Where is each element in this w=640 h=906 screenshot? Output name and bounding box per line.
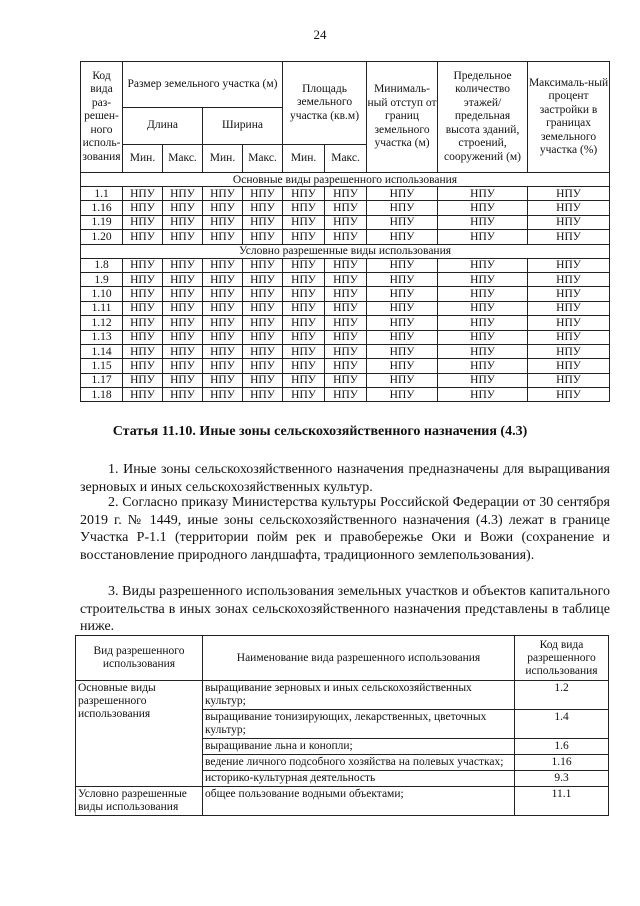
value-cell: НПУ — [438, 344, 528, 358]
use-code-cell: 11.1 — [515, 787, 609, 816]
value-cell: НПУ — [367, 359, 438, 373]
table-row — [81, 230, 610, 244]
value-cell: НПУ — [163, 287, 203, 301]
value-cell: НПУ — [203, 215, 243, 229]
value-cell: НПУ — [283, 258, 325, 272]
table-row — [76, 681, 609, 710]
header-size: Размер земельного участка (м) — [123, 62, 283, 108]
value-cell: НПУ — [123, 230, 163, 244]
header-length-min: Мин. — [123, 145, 163, 173]
value-cell: НПУ — [367, 187, 438, 201]
value-cell: НПУ — [528, 388, 610, 402]
page-number: 24 — [313, 27, 327, 42]
value-cell: НПУ — [325, 330, 367, 344]
value-cell: НПУ — [283, 272, 325, 286]
value-cell: НПУ — [438, 201, 528, 215]
paragraph-2: 2. Согласно приказу Министерства культуры Российской Федерации от 30 сентября 2019 г. № 1449, иные зоны сельскохозяйственного назначения (4.3) лежат в границе Участка Р-1.1 (территории пойм рек и правобережье Оки и Вожи (сохранение и восстановление природного ландшафта, традиционного землепользования). — [80, 495, 610, 563]
value-cell: НПУ — [243, 301, 283, 315]
value-cell: НПУ — [528, 201, 610, 215]
header-coverage: Максималь-ный процент застройки в границах земельного участка (%) — [528, 62, 610, 173]
value-cell: НПУ — [283, 230, 325, 244]
value-cell: НПУ — [203, 230, 243, 244]
value-cell: НПУ — [367, 215, 438, 229]
table-row — [81, 258, 610, 272]
value-cell: НПУ — [438, 330, 528, 344]
value-cell: НПУ — [203, 272, 243, 286]
value-cell: НПУ — [325, 359, 367, 373]
value-cell: НПУ — [528, 230, 610, 244]
section-main: Основные виды разрешенного использования — [81, 173, 610, 187]
value-cell: НПУ — [367, 301, 438, 315]
use-code-cell: 9.3 — [515, 771, 609, 787]
zoning-parameters-table — [80, 61, 610, 402]
value-cell: НПУ — [283, 359, 325, 373]
value-cell: НПУ — [325, 287, 367, 301]
table-row — [81, 215, 610, 229]
value-cell: НПУ — [123, 330, 163, 344]
use-code-cell: 1.12 — [81, 316, 123, 330]
value-cell: НПУ — [243, 215, 283, 229]
value-cell: НПУ — [203, 258, 243, 272]
header-area: Площадь земельного участка (кв.м) — [283, 62, 367, 145]
value-cell: НПУ — [367, 258, 438, 272]
value-cell: НПУ — [123, 287, 163, 301]
table-row — [81, 272, 610, 286]
value-cell: НПУ — [325, 272, 367, 286]
value-cell: НПУ — [243, 230, 283, 244]
value-cell: НПУ — [243, 316, 283, 330]
use-name-cell: историко-культурная деятельность — [203, 771, 515, 787]
value-cell: НПУ — [163, 388, 203, 402]
value-cell: НПУ — [283, 187, 325, 201]
value-cell: НПУ — [438, 258, 528, 272]
table-row — [81, 373, 610, 387]
value-cell: НПУ — [325, 373, 367, 387]
value-cell: НПУ — [438, 287, 528, 301]
header-length: Длина — [123, 107, 203, 145]
value-cell: НПУ — [163, 215, 203, 229]
value-cell: НПУ — [325, 187, 367, 201]
value-cell: НПУ — [163, 201, 203, 215]
value-cell: НПУ — [438, 388, 528, 402]
use-code-cell: 1.13 — [81, 330, 123, 344]
paragraph-3: 3. Виды разрешенного использования земельных участков и объектов капитального строительства в иных зонах сельскохозяйственного назначения представлены в таблице ниже. — [80, 584, 610, 634]
use-code-cell: 1.20 — [81, 230, 123, 244]
value-cell: НПУ — [325, 344, 367, 358]
value-cell: НПУ — [528, 359, 610, 373]
value-cell: НПУ — [367, 287, 438, 301]
header-width-min: Мин. — [203, 145, 243, 173]
main-rows — [81, 187, 610, 245]
use-code-cell: 1.4 — [515, 710, 609, 739]
value-cell: НПУ — [243, 287, 283, 301]
use-code-cell: 1.16 — [81, 201, 123, 215]
value-cell: НПУ — [123, 272, 163, 286]
table-row — [81, 330, 610, 344]
value-cell: НПУ — [283, 215, 325, 229]
value-cell: НПУ — [528, 272, 610, 286]
value-cell: НПУ — [203, 388, 243, 402]
value-cell: НПУ — [243, 187, 283, 201]
section-conditional: Условно разрешенные виды использования — [81, 244, 610, 258]
use-code-cell: 1.1 — [81, 187, 123, 201]
use-name-cell: выращивание льна и конопли; — [203, 739, 515, 755]
value-cell: НПУ — [283, 344, 325, 358]
value-cell: НПУ — [203, 373, 243, 387]
table-row — [81, 287, 610, 301]
value-cell: НПУ — [243, 388, 283, 402]
use-code-cell: 1.2 — [515, 681, 609, 710]
paragraph-1: 1. Иные зоны сельскохозяйственного назначения предназначены для выращивания зерновых и иных сельскохозяйственных культур. — [80, 462, 610, 495]
use-code-cell: 1.18 — [81, 388, 123, 402]
value-cell: НПУ — [243, 258, 283, 272]
value-cell: НПУ — [123, 373, 163, 387]
use-code-cell: 1.19 — [81, 215, 123, 229]
table-row — [76, 787, 609, 816]
header-name: Наименование вида разрешенного использования — [203, 636, 515, 681]
value-cell: НПУ — [325, 258, 367, 272]
table-row — [81, 316, 610, 330]
use-code-cell: 1.16 — [515, 755, 609, 771]
use-kind-cell: Основные виды разрешенного использования — [76, 681, 203, 787]
use-kind-cell: Условно разрешенные виды использования — [76, 787, 203, 816]
value-cell: НПУ — [438, 230, 528, 244]
value-cell: НПУ — [325, 388, 367, 402]
value-cell: НПУ — [123, 301, 163, 315]
value-cell: НПУ — [283, 388, 325, 402]
value-cell: НПУ — [367, 316, 438, 330]
value-cell: НПУ — [325, 201, 367, 215]
value-cell: НПУ — [367, 373, 438, 387]
header-floors: Предельное количество этажей/ предельная высота зданий, строений, сооружений (м) — [438, 62, 528, 173]
value-cell: НПУ — [163, 316, 203, 330]
value-cell: НПУ — [243, 201, 283, 215]
value-cell: НПУ — [528, 187, 610, 201]
article-heading: Статья 11.10. Иные зоны сельскохозяйственного назначения (4.3) — [112, 424, 528, 439]
value-cell: НПУ — [163, 330, 203, 344]
table-row — [81, 388, 610, 402]
value-cell: НПУ — [283, 330, 325, 344]
value-cell: НПУ — [283, 301, 325, 315]
value-cell: НПУ — [325, 301, 367, 315]
value-cell: НПУ — [123, 215, 163, 229]
value-cell: НПУ — [163, 187, 203, 201]
value-cell: НПУ — [203, 187, 243, 201]
use-code-cell: 1.15 — [81, 359, 123, 373]
value-cell: НПУ — [438, 373, 528, 387]
value-cell: НПУ — [528, 215, 610, 229]
table-row — [81, 344, 610, 358]
use-code-cell: 1.6 — [515, 739, 609, 755]
value-cell: НПУ — [367, 330, 438, 344]
value-cell: НПУ — [203, 330, 243, 344]
value-cell: НПУ — [528, 344, 610, 358]
value-cell: НПУ — [163, 272, 203, 286]
use-code-cell: 1.17 — [81, 373, 123, 387]
value-cell: НПУ — [367, 344, 438, 358]
value-cell: НПУ — [243, 359, 283, 373]
value-cell: НПУ — [203, 344, 243, 358]
table-row — [81, 301, 610, 315]
value-cell: НПУ — [325, 316, 367, 330]
value-cell: НПУ — [367, 388, 438, 402]
value-cell: НПУ — [243, 272, 283, 286]
table-row — [81, 201, 610, 215]
value-cell: НПУ — [203, 359, 243, 373]
value-cell: НПУ — [123, 258, 163, 272]
header-width: Ширина — [203, 107, 283, 145]
permitted-use-rows — [76, 681, 609, 816]
value-cell: НПУ — [203, 301, 243, 315]
value-cell: НПУ — [438, 272, 528, 286]
header-code: Код вида раз-решен-ного исполь-зования — [81, 62, 123, 173]
use-name-cell: выращивание зерновых и иных сельскохозяйственных культур; — [203, 681, 515, 710]
value-cell: НПУ — [325, 230, 367, 244]
value-cell: НПУ — [243, 330, 283, 344]
permitted-use-table — [75, 635, 609, 816]
value-cell: НПУ — [325, 215, 367, 229]
value-cell: НПУ — [163, 373, 203, 387]
use-code-cell: 1.9 — [81, 272, 123, 286]
value-cell: НПУ — [163, 301, 203, 315]
use-code-cell: 1.11 — [81, 301, 123, 315]
use-code-cell: 1.14 — [81, 344, 123, 358]
value-cell: НПУ — [528, 287, 610, 301]
value-cell: НПУ — [283, 373, 325, 387]
value-cell: НПУ — [528, 258, 610, 272]
value-cell: НПУ — [283, 201, 325, 215]
value-cell: НПУ — [367, 230, 438, 244]
value-cell: НПУ — [243, 344, 283, 358]
value-cell: НПУ — [163, 230, 203, 244]
value-cell: НПУ — [528, 373, 610, 387]
value-cell: НПУ — [528, 330, 610, 344]
value-cell: НПУ — [367, 272, 438, 286]
use-code-cell: 1.10 — [81, 287, 123, 301]
value-cell: НПУ — [438, 215, 528, 229]
value-cell: НПУ — [528, 301, 610, 315]
use-name-cell: ведение личного подсобного хозяйства на полевых участках; — [203, 755, 515, 771]
header-length-max: Макс. — [163, 145, 203, 173]
value-cell: НПУ — [123, 187, 163, 201]
use-code-cell: 1.8 — [81, 258, 123, 272]
value-cell: НПУ — [123, 344, 163, 358]
value-cell: НПУ — [367, 201, 438, 215]
header-width-max: Макс. — [243, 145, 283, 173]
header-kind: Вид разрешенного использования — [76, 636, 203, 681]
use-name-cell: общее пользование водными объектами; — [203, 787, 515, 816]
value-cell: НПУ — [203, 287, 243, 301]
table-row — [81, 359, 610, 373]
value-cell: НПУ — [243, 373, 283, 387]
value-cell: НПУ — [528, 316, 610, 330]
value-cell: НПУ — [203, 201, 243, 215]
table-row — [81, 187, 610, 201]
value-cell: НПУ — [123, 316, 163, 330]
value-cell: НПУ — [283, 287, 325, 301]
value-cell: НПУ — [438, 359, 528, 373]
value-cell: НПУ — [163, 344, 203, 358]
conditional-rows — [81, 258, 610, 402]
value-cell: НПУ — [123, 388, 163, 402]
value-cell: НПУ — [123, 201, 163, 215]
value-cell: НПУ — [283, 316, 325, 330]
header-use-code: Код вида разрешенного использования — [515, 636, 609, 681]
value-cell: НПУ — [123, 359, 163, 373]
use-name-cell: выращивание тонизирующих, лекарственных, цветочных культур; — [203, 710, 515, 739]
value-cell: НПУ — [438, 187, 528, 201]
value-cell: НПУ — [163, 359, 203, 373]
value-cell: НПУ — [163, 258, 203, 272]
value-cell: НПУ — [438, 316, 528, 330]
header-area-min: Мин. — [283, 145, 325, 173]
header-setback: Минималь-ный отступ от границ земельного участка (м) — [367, 62, 438, 173]
value-cell: НПУ — [438, 301, 528, 315]
value-cell: НПУ — [203, 316, 243, 330]
header-area-max: Макс. — [325, 145, 367, 173]
